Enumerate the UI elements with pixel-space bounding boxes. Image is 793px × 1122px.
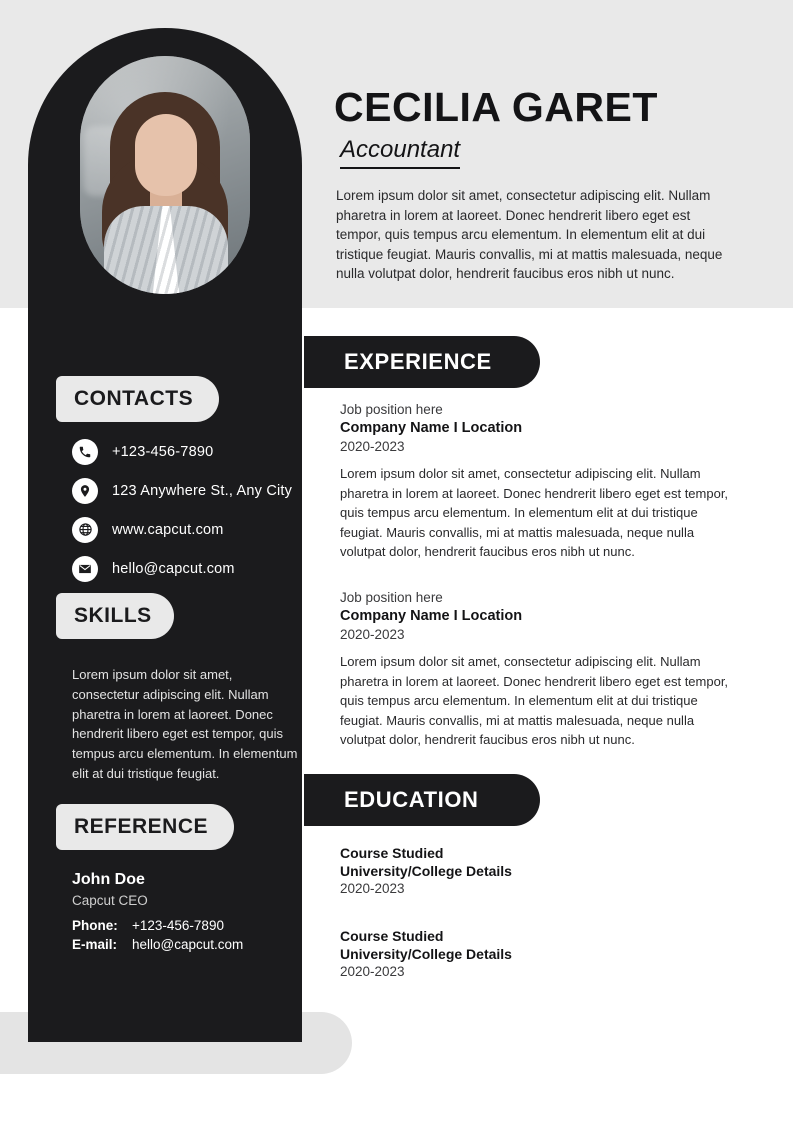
reference-heading bbox=[56, 804, 234, 850]
experience-position-2: Job position here bbox=[340, 590, 443, 605]
page-title: CECILIA GARET bbox=[334, 84, 658, 130]
sidebar bbox=[28, 28, 302, 1042]
skills-text: Lorem ipsum dolor sit amet, consectetur adipiscing elit. Nullam pharetra in lorem at laoreet. Donec hendrerit libero eget est tempor, quis tempus arcu elementum. In elementum elit at dui tristique feugiat. bbox=[72, 667, 298, 781]
education-entry-2 bbox=[340, 928, 732, 979]
reference-phone-row bbox=[72, 918, 302, 933]
contacts-list bbox=[72, 434, 302, 590]
reference-role: Capcut CEO bbox=[72, 893, 148, 908]
experience-position-1: Job position here bbox=[340, 402, 443, 417]
contact-item-address[interactable] bbox=[72, 473, 302, 508]
reference-name: John Doe bbox=[72, 871, 145, 888]
experience-description-1: Lorem ipsum dolor sit amet, consectetur adipiscing elit. Nullam pharetra in lorem at laoreet. Donec hendrerit libero eget est tempor, quis tempus arcu elementum. In elementum elit at dui tristique feugiat. Mauris convallis, mi at mattis malesuada, neque nulla volutpat dolor, hendrerit faucibus eros nibh ut nunc. bbox=[340, 466, 729, 559]
envelope-icon bbox=[72, 556, 98, 582]
location-pin-icon bbox=[72, 478, 98, 504]
experience-heading bbox=[304, 336, 540, 388]
contact-phone-text: +123-456-7890 bbox=[112, 443, 214, 460]
reference-email-label: E-mail: bbox=[72, 937, 118, 952]
reference-phone-value: +123-456-7890 bbox=[132, 918, 224, 933]
job-role-subtitle: Accountant bbox=[340, 136, 460, 169]
experience-company-2: Company Name I Location bbox=[340, 608, 523, 624]
skills-heading-label: SKILLS bbox=[74, 604, 152, 627]
experience-heading-label: EXPERIENCE bbox=[344, 349, 492, 374]
reference-email-value: hello@capcut.com bbox=[132, 937, 244, 952]
contact-item-phone[interactable] bbox=[72, 434, 302, 469]
experience-entry-2 bbox=[340, 590, 732, 750]
reference-block bbox=[72, 871, 302, 956]
contact-item-website[interactable] bbox=[72, 512, 302, 547]
education-years-1: 2020-2023 bbox=[340, 881, 405, 896]
contacts-heading bbox=[56, 376, 219, 422]
education-course-1: Course Studied bbox=[340, 845, 444, 861]
phone-icon bbox=[72, 439, 98, 465]
experience-entry-1 bbox=[340, 402, 732, 562]
globe-icon bbox=[72, 517, 98, 543]
education-institution-2: University/College Details bbox=[340, 946, 512, 962]
contacts-heading-label: CONTACTS bbox=[74, 387, 194, 410]
education-course-2: Course Studied bbox=[340, 928, 444, 944]
experience-description-2: Lorem ipsum dolor sit amet, consectetur adipiscing elit. Nullam pharetra in lorem at laoreet. Donec hendrerit libero eget est tempor, quis tempus arcu elementum. In elementum elit at dui tristique feugiat. Mauris convallis, mi at mattis malesuada, neque nulla volutpat dolor, hendrerit faucibus eros nibh ut nunc. bbox=[340, 654, 729, 747]
education-entry-1 bbox=[340, 845, 732, 896]
contact-address-text: 123 Anywhere St., Any City bbox=[112, 482, 293, 499]
education-heading-label: EDUCATION bbox=[344, 787, 479, 812]
contact-item-email[interactable] bbox=[72, 551, 302, 586]
reference-email-row bbox=[72, 937, 302, 952]
experience-years-2: 2020-2023 bbox=[340, 627, 405, 642]
photo-shirt-stripes bbox=[104, 206, 228, 294]
education-heading bbox=[304, 774, 540, 826]
contact-website-text: www.capcut.com bbox=[112, 521, 224, 538]
education-institution-1: University/College Details bbox=[340, 863, 512, 879]
profile-photo bbox=[80, 56, 250, 294]
profile-summary: Lorem ipsum dolor sit amet, consectetur adipiscing elit. Nullam pharetra in lorem at laoreet. Donec hendrerit libero eget est tempor, quis tempus arcu elementum. In elementum elit at dui tristique feugiat. Mauris convallis, mi at mattis malesuada, neque nulla volutpat dolor, hendrerit faucibus eros nibh ut nunc. bbox=[336, 188, 723, 282]
reference-heading-label: REFERENCE bbox=[74, 815, 209, 838]
education-years-2: 2020-2023 bbox=[340, 964, 405, 979]
contact-email-text: hello@capcut.com bbox=[112, 560, 235, 577]
experience-years-1: 2020-2023 bbox=[340, 439, 405, 454]
photo-face bbox=[135, 114, 197, 196]
reference-phone-label: Phone: bbox=[72, 918, 118, 933]
experience-company-1: Company Name I Location bbox=[340, 420, 523, 436]
skills-heading bbox=[56, 593, 174, 639]
